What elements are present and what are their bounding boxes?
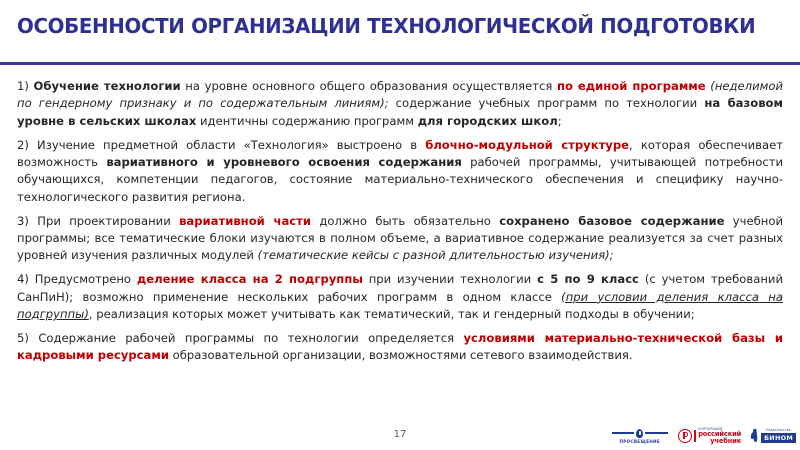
paragraph-5-marker: 5) — [17, 330, 39, 345]
paragraph-4-highlight: деление класса на 2 подгруппы — [136, 272, 363, 287]
paragraph-2-marker: 2) — [17, 137, 38, 152]
paragraph-1-italic: (неделимой по гендерному признаку и по содержательным линиям); — [17, 79, 784, 111]
paragraph-3-text-b: должно быть обязательно — [310, 213, 500, 228]
paragraph-4-text-b: при изучении технологии — [362, 272, 538, 287]
rossiyskiy-uchebnik-kicker: КОРПОРАЦИЯ — [698, 426, 723, 431]
torch-icon — [636, 429, 643, 438]
paragraph-1-highlight: по единой программе — [556, 79, 706, 93]
paragraph-2-text-b: , которая обеспечивает возможность — [17, 137, 783, 170]
rossiyskiy-uchebnik-line2: учебник — [710, 436, 742, 445]
paragraph-5-text-b: образовательной организации, возможностями сетевого взаимодействия. — [168, 348, 633, 363]
paragraph-2 — [17, 137, 783, 207]
paragraph-3-text-c: учебной программы; все тематические блоки изучаются в полном объеме, а вариативное содержание реализуется за счет разных уровней изучения различных модулей — [17, 213, 784, 263]
paragraph-2-bold: вариативного и уровневого освоения содержания — [106, 155, 462, 170]
logo-prosveshchenie — [612, 429, 668, 444]
footer-logo-strip — [600, 424, 796, 448]
slide-header — [0, 0, 800, 66]
paragraph-1-text-c: идентичны содержанию программ — [196, 113, 418, 128]
page-title: ОСОБЕННОСТИ ОРГАНИЗАЦИИ ТЕХНОЛОГИЧЕСКОЙ ПОДГОТОВКИ — [17, 14, 756, 38]
logo-binom — [751, 429, 796, 442]
r-monogram-icon — [678, 429, 692, 443]
paragraph-2-highlight: блочно-модульной структуре — [425, 137, 630, 152]
paragraph-4 — [17, 271, 783, 323]
prosveshchenie-rule-right — [645, 432, 668, 434]
paragraph-4-bold: с 5 по 9 класс — [537, 272, 639, 287]
paragraph-3-text-a: При проектировании — [37, 213, 180, 228]
paragraph-4-underlined-note: (при условии деления класса на подгруппы) — [17, 289, 783, 322]
paragraph-1-text-d: ; — [557, 113, 562, 128]
paragraph-1-bold-c: для городских школ — [417, 113, 558, 128]
paragraph-3-italic: (тематические кейсы с разной длительностью изучения); — [257, 248, 614, 263]
paragraph-1 — [17, 78, 783, 130]
paragraph-2-text-a: Изучение предметной области «Технология» выстроено в — [37, 137, 426, 152]
paragraph-5-text-a: Содержание рабочей программы по технологии определяется — [38, 330, 464, 345]
binom-kicker: Издательство — [766, 428, 791, 433]
title-divider — [0, 62, 800, 65]
paragraph-3-bold: сохранено базовое содержание — [499, 213, 725, 228]
paragraph-4-text-c: (с учетом требований СанПиН); возможно применение нескольких рабочих программ в одном классе — [17, 272, 783, 304]
rossiyskiy-uchebnik-wordmark — [698, 428, 741, 445]
paragraph-2-text-c: рабочей программы, учитывающей потребности обучающихся, компетенции педагогов, состояние материально-технического обеспечения и специфику научно-технологического развития региона. — [17, 155, 784, 204]
paragraph-5 — [17, 330, 783, 365]
paragraph-1-text-a: на уровне основного общего образования осуществляется — [180, 79, 557, 93]
paragraph-1-marker: 1) — [17, 79, 34, 93]
page-number: 17 — [393, 429, 407, 440]
paragraph-3 — [17, 213, 783, 265]
prosveshchenie-wordmark: ПРОСВЕЩЕНИЕ — [619, 438, 661, 444]
prosveshchenie-emblem-row — [612, 429, 668, 438]
binom-wordmark — [761, 429, 796, 442]
paragraph-3-highlight: вариативной части — [179, 213, 311, 228]
paragraph-1-bold-b: на базовом уровне в сельских школах — [17, 96, 783, 128]
bird-icon — [751, 429, 759, 442]
binom-badge: БИНОМ — [761, 433, 796, 442]
slide-body — [17, 78, 783, 365]
paragraph-4-marker: 4) — [17, 272, 35, 287]
rossiyskiy-uchebnik-line1: российский — [698, 430, 742, 439]
logo-divider-bar — [694, 430, 695, 442]
logo-rossiyskiy-uchebnik — [678, 428, 741, 445]
paragraph-4-text-a: Предусмотрено — [34, 272, 137, 287]
paragraph-4-text-d: , реализация которых может учитывать как тематический, так и гендерный подходы в обучении; — [88, 307, 695, 322]
paragraph-1-bold-lead: Обучение технологии — [33, 79, 181, 93]
paragraph-5-highlight: условиями материально-технической базы и кадровыми ресурсами — [17, 330, 784, 363]
prosveshchenie-rule-left — [612, 432, 635, 434]
paragraph-3-marker: 3) — [17, 213, 38, 228]
paragraph-1-text-b: содержание учебных программ по технологии — [388, 96, 705, 111]
